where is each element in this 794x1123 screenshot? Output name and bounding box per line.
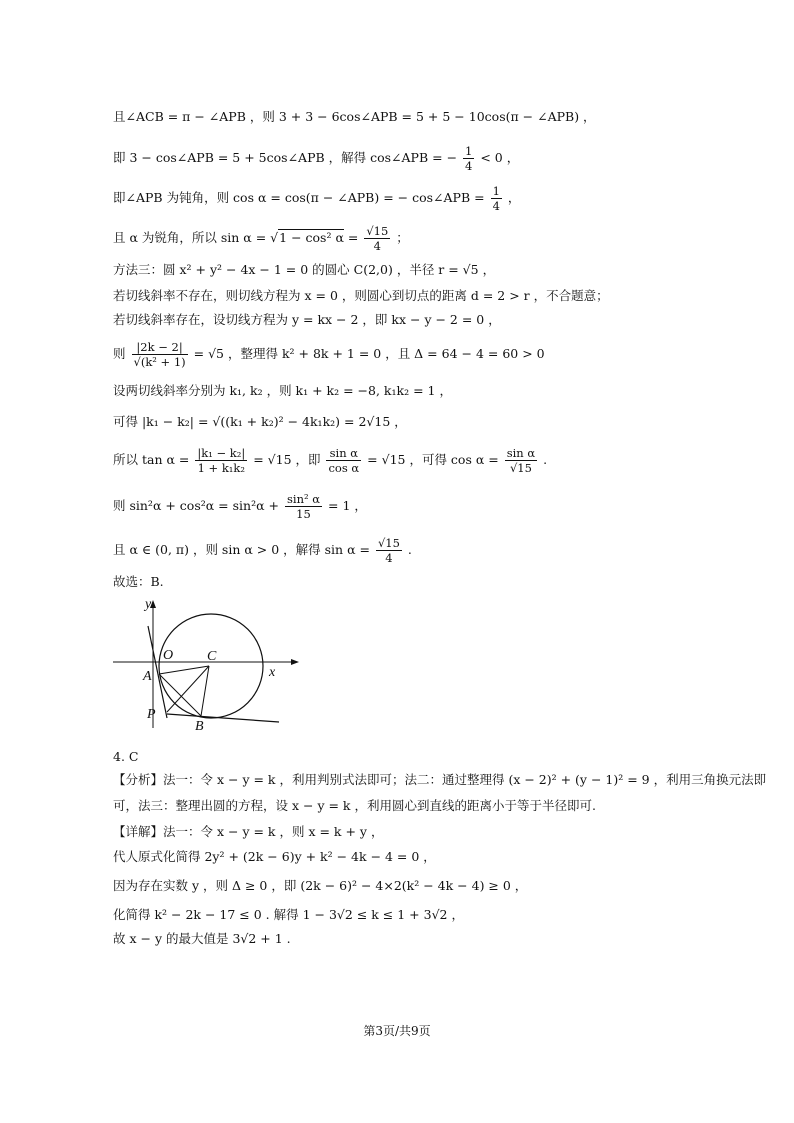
analysis-line-2: 可，法三：整理出圆的方程，设 x − y = k ，利用圆心到直线的距离小于等于半径即可. — [113, 798, 596, 813]
fraction-denominator: 4 — [373, 239, 381, 253]
text-line-13 — [113, 536, 412, 565]
text-line-2-main: 即 3 − cos∠APB = 5 + 5cos∠APB ，解得 cos∠APB = − — [113, 150, 458, 165]
text-line-3-main: 即∠APB 为钝角，则 cos α = cos(π − ∠APB) = − cos∠APB = — [113, 190, 485, 205]
fraction-numerator: √15 — [366, 224, 389, 238]
analysis-line-1: 【分析】法一：令 x − y = k ，利用判别式法即可；法二：通过整理得 (x − 2)² + (y − 1)² = 9 ，利用三角换元法即 — [113, 772, 767, 787]
text-line-10: 可得 |k₁ − k₂| = √((k₁ + k₂)² − 4k₁k₂) = 2√15 ， — [113, 414, 407, 429]
text-line-7: 若切线斜率存在，设切线方程为 y = kx − 2 ，即 kx − y − 2 = 0 ， — [113, 312, 501, 327]
question-number: 4. C — [113, 749, 139, 764]
label-y: y — [145, 597, 152, 612]
text-segment: = √15 ，可得 cos α = — [367, 452, 499, 467]
fraction-denominator: √(k² + 1) — [133, 355, 186, 369]
fraction-numerator: 1 — [465, 144, 473, 158]
text-line-6: 若切线斜率不存在，则切线方程为 x = 0 ，则圆心到切点的距离 d = 2 > r ，不合题意； — [113, 288, 609, 303]
detail-line-1: 【详解】法一：令 x − y = k ，则 x = k + y ， — [113, 824, 384, 839]
text-line-2 — [113, 144, 519, 173]
text-segment: = 1 ， — [328, 498, 367, 513]
fraction-numerator: |2k − 2| — [132, 340, 188, 355]
fraction-denominator: 4 — [492, 199, 500, 213]
text-line-4-main: 且 α 为锐角，所以 sin α = — [113, 230, 271, 245]
tangent-line-b — [167, 714, 279, 722]
text-line-12 — [113, 492, 367, 521]
fraction-sqrt15-over-4 — [364, 224, 390, 253]
fraction-numerator: sin α — [506, 446, 536, 460]
radical-expression: 1 − cos² α — [279, 230, 344, 245]
label-b: B — [195, 719, 204, 734]
x-axis-arrow — [291, 659, 299, 665]
segment-ac — [159, 666, 209, 674]
fraction-numerator: 1 — [492, 184, 500, 198]
detail-line-3: 因为存在实数 y ，则 Δ ≥ 0 ，即 (2k − 6)² − 4×2(k² − 4k − 4) ≥ 0 ， — [113, 878, 528, 893]
detail-line-2: 代人原式化简得 2y² + (2k − 6)y + k² − 4k − 4 = 0 ， — [113, 849, 436, 864]
fraction-denominator: 1 + k₁k₂ — [197, 461, 245, 475]
text-line-11 — [113, 446, 547, 475]
fraction-sin-over-cos — [326, 446, 361, 475]
text-line-12-main: 则 sin²α + cos²α = sin²α + — [113, 498, 279, 513]
fraction-sin-over-sqrt15 — [505, 446, 537, 475]
text-line-2-tail: < 0 ， — [480, 150, 520, 165]
fraction-distance — [132, 340, 188, 369]
fraction-denominator: cos α — [328, 461, 360, 475]
fraction-numerator: √15 — [377, 536, 400, 550]
fraction-quarter — [463, 144, 474, 173]
text-line-4-tail: ； — [396, 230, 409, 245]
fraction-quarter-2 — [491, 184, 502, 213]
text-line-8 — [113, 340, 545, 369]
text-line-3 — [113, 184, 520, 213]
text-line-1: 且∠ACB = π − ∠APB ，则 3 + 3 − 6cos∠APB = 5 + 5 − 10cos(π − ∠APB) ， — [113, 109, 596, 124]
fraction-sqrt15-over-4-b — [376, 536, 402, 565]
fraction-denominator: √15 — [509, 461, 532, 475]
fraction-denominator: 15 — [296, 507, 311, 521]
text-line-8-tail: = √5 ，整理得 k² + 8k + 1 = 0 ，且 Δ = 64 − 4 = 60 > 0 — [193, 346, 545, 361]
geometry-figure — [113, 596, 313, 736]
label-c: C — [207, 649, 217, 664]
fraction-numerator: sin² α — [286, 492, 321, 506]
label-a: A — [143, 669, 152, 684]
fraction-sin2-over-15 — [285, 492, 322, 521]
fraction-denominator: 4 — [465, 159, 473, 173]
text-line-11-main: 所以 tan α = — [113, 452, 190, 467]
text-line-3-tail: ， — [507, 190, 521, 205]
label-o: O — [163, 648, 174, 663]
detail-line-5: 故 x − y 的最大值是 3√2 + 1 . — [113, 931, 291, 946]
text-line-8-main: 则 — [113, 346, 126, 361]
circle — [159, 614, 263, 718]
text-segment: . — [543, 452, 548, 467]
fraction-tan — [195, 446, 247, 475]
text-segment: . — [407, 542, 412, 557]
text-line-9: 设两切线斜率分别为 k₁, k₂ ，则 k₁ + k₂ = −8, k₁k₂ = 1 ， — [113, 383, 452, 398]
fraction-numerator: |k₁ − k₂| — [197, 446, 246, 460]
text-segment: = √15 ，即 — [253, 452, 321, 467]
answer-line: 故选：B. — [113, 574, 164, 589]
text-line-4: 且 α 为锐角，所以 sin α = √1 − cos² α = $\frac{√15}{4}$ ； — [113, 224, 409, 253]
equals-sign: = — [347, 230, 363, 245]
text-line-13-main: 且 α ∈ (0, π) ，则 sin α > 0 ，解得 sin α = — [113, 542, 370, 557]
fraction-numerator: sin α — [326, 446, 361, 461]
text-line-5: 方法三：圆 x² + y² − 4x − 1 = 0 的圆心 C(2,0) ，半径 r = √5 ， — [113, 262, 496, 277]
page-footer: 第3页/共9页 — [363, 1024, 431, 1038]
label-p: P — [147, 707, 156, 722]
label-x: x — [269, 665, 276, 680]
detail-line-4: 化简得 k² − 2k − 17 ≤ 0 . 解得 1 − 3√2 ≤ k ≤ 1 + 3√2 ， — [113, 907, 464, 922]
fraction-denominator: 4 — [385, 551, 393, 565]
